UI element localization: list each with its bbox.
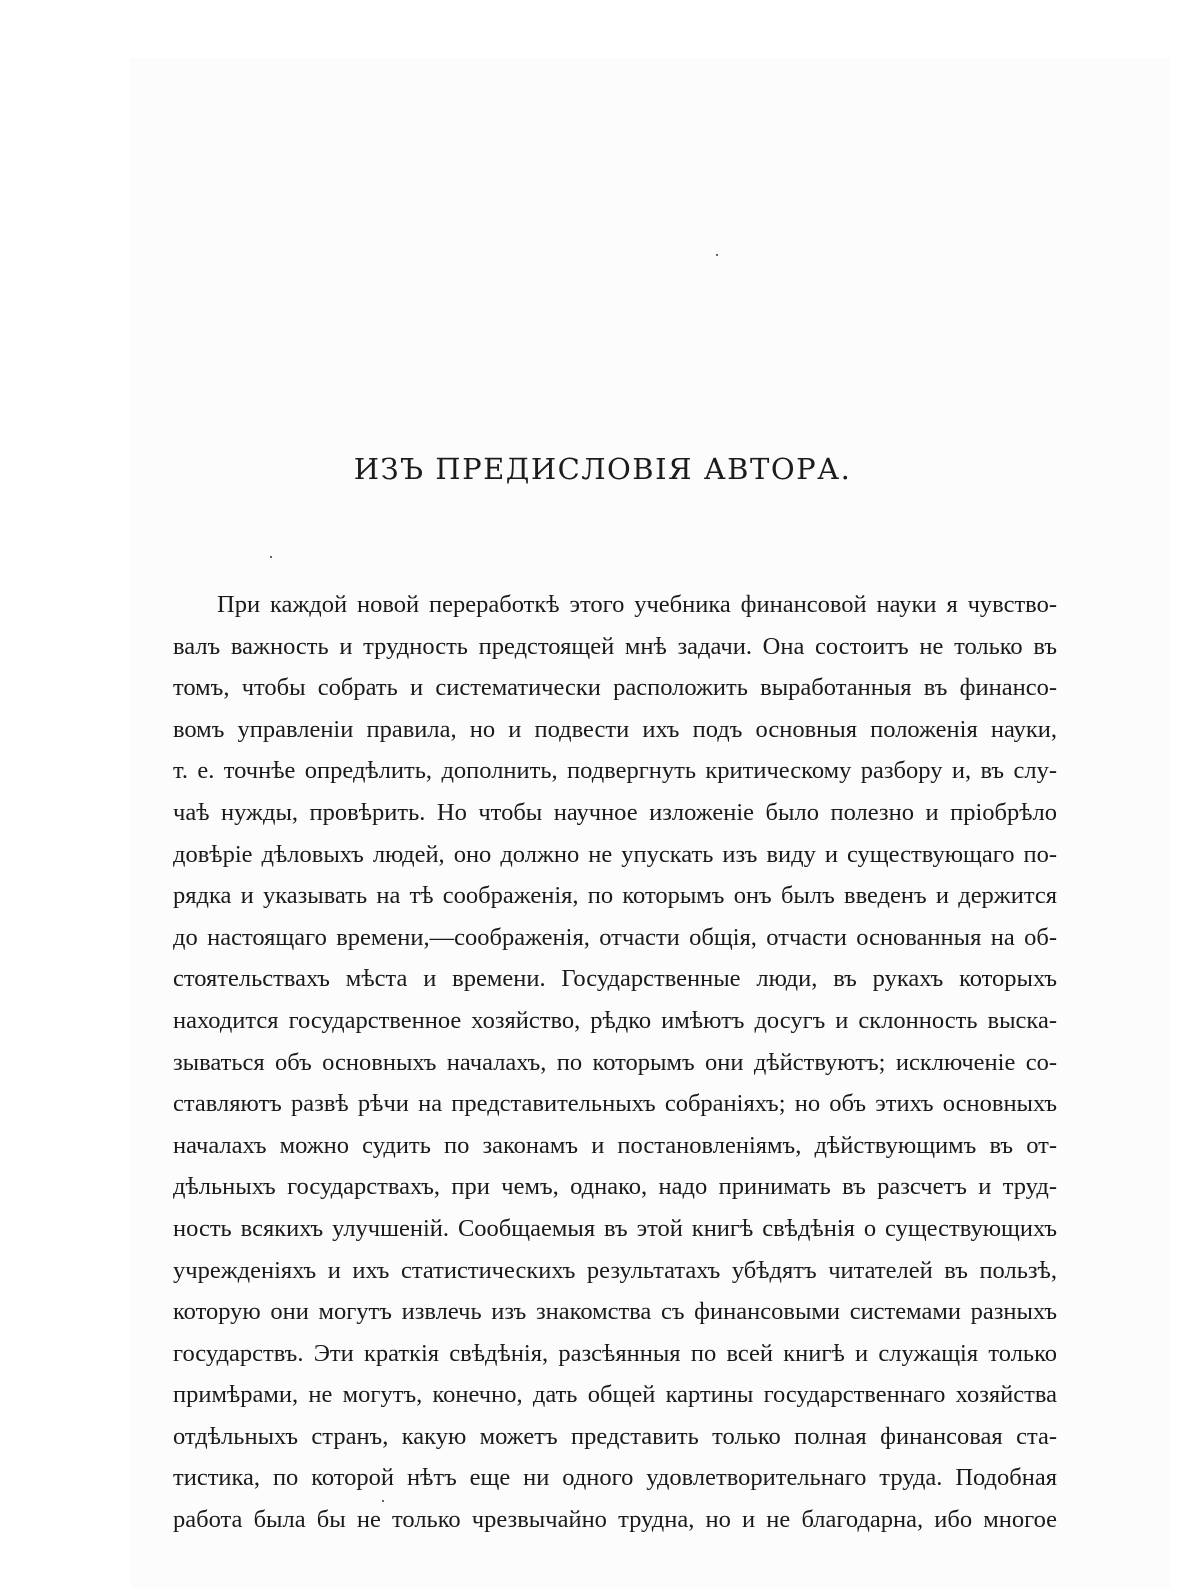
text-line: томъ, чтобы собрать и систематически расположить выработанныя въ финансо- xyxy=(173,674,1057,702)
text-line: ставляютъ развѣ рѣчи на представительныхъ собраніяхъ; но объ этихъ основныхъ xyxy=(173,1090,1057,1118)
text-line: началахъ можно судить по законамъ и постановленіямъ, дѣйствующимъ въ от- xyxy=(173,1131,1057,1159)
text-line: довѣріе дѣловыхъ людей, оно должно не упускать изъ виду и существующаго по- xyxy=(173,840,1057,868)
scan-speck xyxy=(270,556,272,558)
text-line: находится государственное хозяйство, рѣдко имѣютъ досугъ и склонность выска- xyxy=(173,1006,1057,1034)
text-line: тистика, по которой нѣтъ еще ни одного удовлетворительнаго труда. Подобная xyxy=(173,1464,1057,1492)
body-paragraph xyxy=(173,584,1057,1541)
text-line: примѣрами, не могутъ, конечно, дать общей картины государственнаго хозяйства xyxy=(173,1381,1057,1409)
text-line: валъ важность и трудность предстоящей мнѣ задачи. Она состоитъ не только въ xyxy=(173,632,1057,660)
text-line: государствъ. Эти краткія свѣдѣнія, разсѣянныя по всей книгѣ и служащія только xyxy=(173,1339,1057,1367)
text-line: дѣльныхъ государствахъ, при чемъ, однако, надо принимать въ разсчетъ и труд- xyxy=(173,1173,1057,1201)
text-line: до настоящаго времени,—соображенія, отчасти общія, отчасти основанныя на об- xyxy=(173,923,1057,951)
text-line: вомъ управленіи правила, но и подвести ихъ подъ основныя положенія науки, xyxy=(173,715,1057,743)
text-line: учрежденіяхъ и ихъ статистическихъ результатахъ убѣдятъ читателей въ пользѣ, xyxy=(173,1256,1057,1284)
text-line: работа была бы не только чрезвычайно трудна, но и не благодарна, ибо многое xyxy=(173,1506,1057,1534)
text-line: ность всякихъ улучшеній. Сообщаемыя въ этой книгѣ свѣдѣнія о существующихъ xyxy=(173,1214,1057,1242)
text-line: чаѣ нужды, провѣрить. Но чтобы научное изложеніе было полезно и пріобрѣло xyxy=(173,798,1057,826)
scan-speck xyxy=(716,254,718,256)
text-line: При каждой новой переработкѣ этого учебника финансовой науки я чувство- xyxy=(217,591,1057,618)
text-line: которую они могутъ извлечь изъ знакомства съ финансовыми системами разныхъ xyxy=(173,1298,1057,1326)
text-line: рядка и указывать на тѣ соображенія, по которымъ онъ былъ введенъ и держится xyxy=(173,882,1057,910)
text-line: отдѣльныхъ странъ, какую можетъ представить только полная финансовая ста- xyxy=(173,1422,1057,1450)
text-line: т. е. точнѣе опредѣлить, дополнить, подвергнуть критическому разбору и, въ слу- xyxy=(173,757,1057,785)
text-line: стоятельствахъ мѣста и времени. Государственные люди, въ рукахъ которыхъ xyxy=(173,965,1057,993)
text-line: зываться объ основныхъ началахъ, по которымъ они дѣйствуютъ; исключеніе со- xyxy=(173,1048,1057,1076)
section-title: ИЗЪ ПРЕДИСЛОВІЯ АВТОРА. xyxy=(353,452,852,486)
